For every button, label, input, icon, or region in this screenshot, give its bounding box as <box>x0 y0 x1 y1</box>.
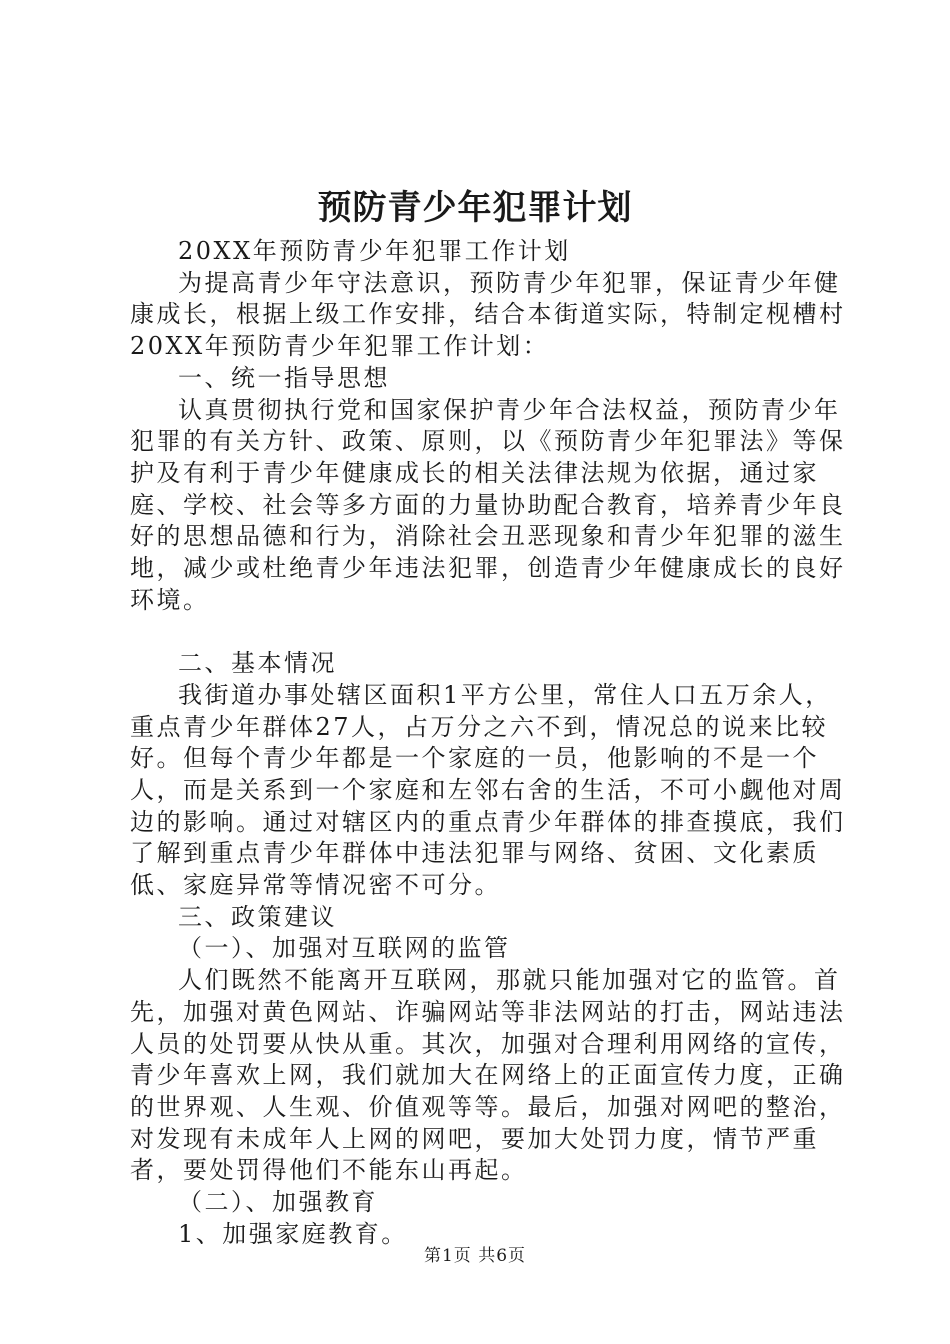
subheading-education: （二）、加强教育 <box>178 1188 378 1217</box>
intro-paragraph: 为提高青少年守法意识，预防青少年犯罪，保证青少年健康成长，根据上级工作安排，结合本街道实际，特制定枧槽村20XX年预防青少年犯罪工作计划： <box>130 268 846 361</box>
guiding-ideology-paragraph: 认真贯彻执行党和国家保护青少年合法权益，预防青少年犯罪的有关方针、政策、原则，以《预防青少年犯罪法》等保护及有利于青少年健康成长的相关法律法规为依据，通过家庭、学校、社会等多方面的力量协助配合教育，培养青少年良好的思想品德和行为，消除社会丑恶现象和青少年犯罪的滋生地，减少或杜绝青少年违法犯罪，创造青少年健康成长的良好环境。 <box>130 395 846 614</box>
internet-supervision-paragraph: 人们既然不能离开互联网，那就只能加强对它的监管。首先，加强对黄色网站、诈骗网站等非法网站的打击，网站违法人员的处罚要从快从重。其次，加强对合理利用网络的宣传，青少年喜欢上网，我们就加大在网络上的正面宣传力度，正确的世界观、人生观、价值观等等。最后，加强对网吧的整治，对发现有未成年人上网的网吧，要加大处罚力度，情节严重者，要处罚得他们不能东山再起。 <box>130 966 846 1185</box>
subheading-internet-supervision: （一）、加强对互联网的监管 <box>178 934 511 963</box>
section-heading-policy-suggestions: 三、政策建议 <box>178 902 337 931</box>
family-education-item: 1、加强家庭教育。 <box>178 1219 408 1248</box>
document-title: 预防青少年犯罪计划 <box>317 188 633 228</box>
section-heading-guiding-ideology: 一、统一指导思想 <box>178 363 390 392</box>
plan-heading: 20XX年预防青少年犯罪工作计划 <box>178 237 571 265</box>
document-body <box>130 236 850 1250</box>
basic-situation-paragraph: 我街道办事处辖区面积1平方公里，常住人口五万余人，重点青少年群体27人，占万分之六不到，情况总的说来比较好。但每个青少年都是一个家庭的一员，他影响的不是一个人，而是关系到一个家庭和左邻右舍的生活，不可小觑他对周边的影响。通过对辖区内的重点青少年群体的排查摸底，我们了解到重点青少年群体中违法犯罪与网络、贫困、文化素质低、家庭异常等情况密不可分。 <box>130 680 846 900</box>
section-heading-basic-situation: 二、基本情况 <box>178 649 337 678</box>
page-number-footer: 第1页 共6页 <box>423 1246 527 1266</box>
